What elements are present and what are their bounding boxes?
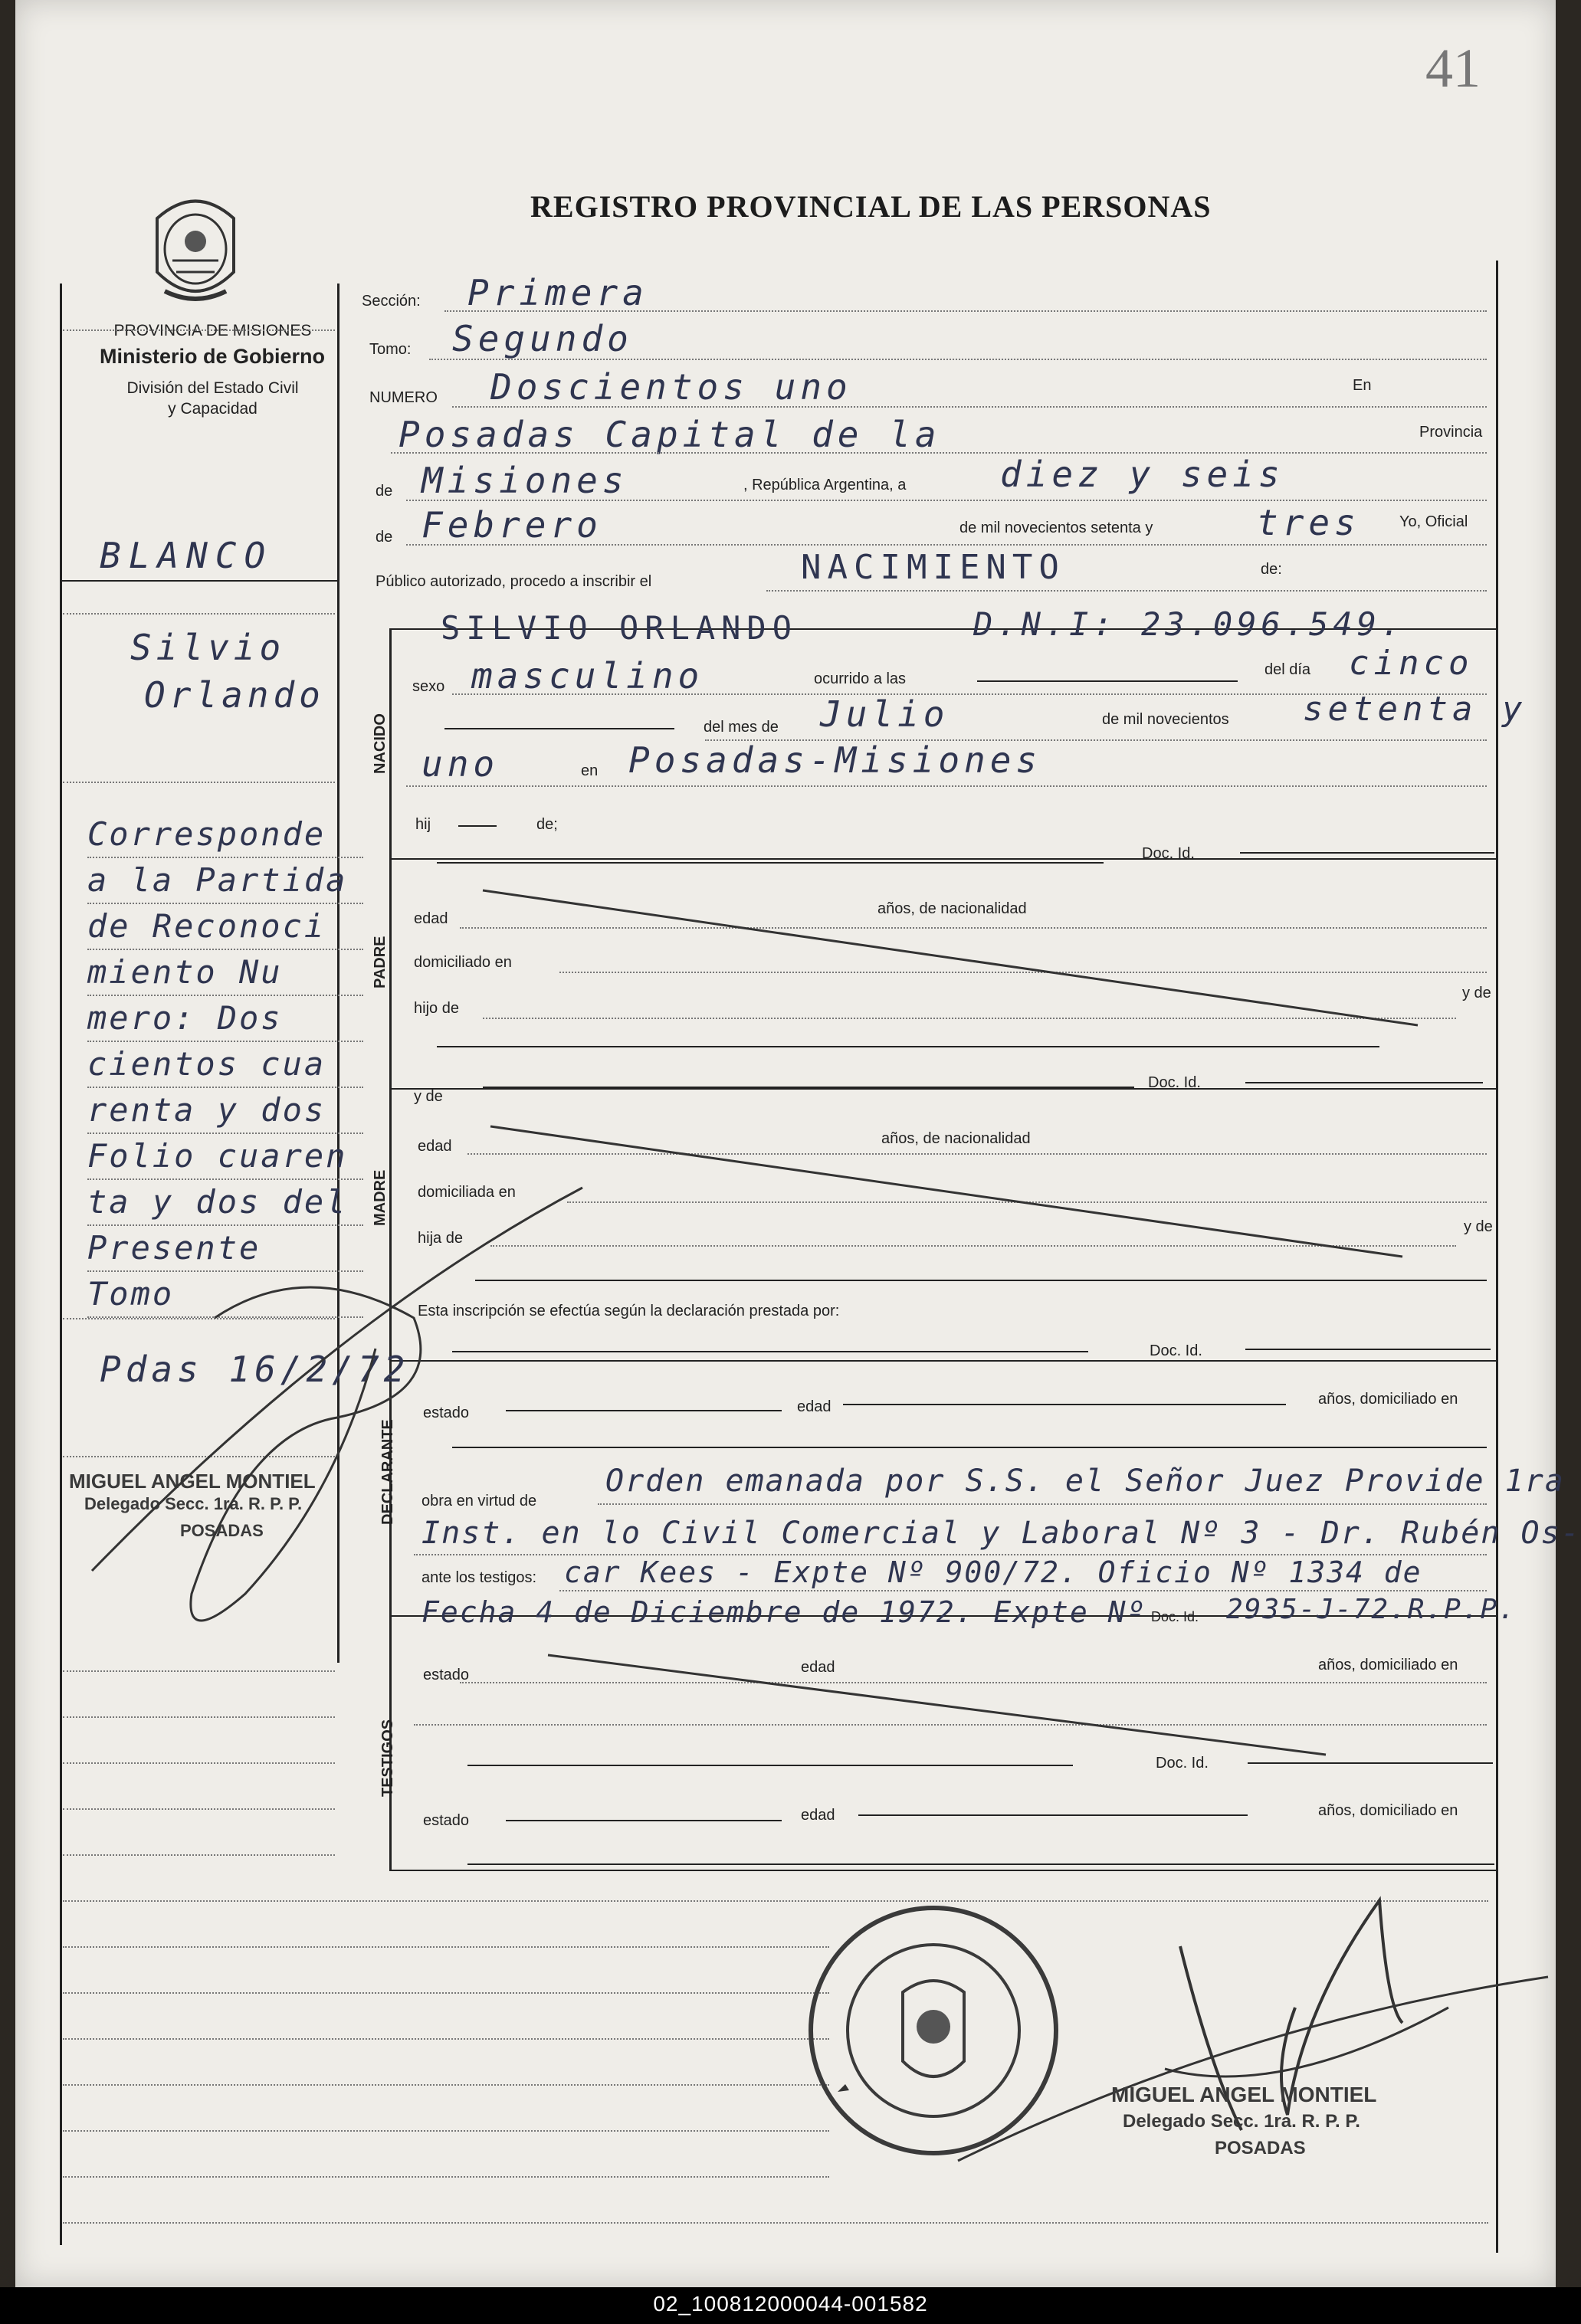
padre-domiciliado-label: domiciliado en (414, 954, 512, 971)
madre-label: MADRE (372, 1169, 389, 1226)
margin-note-line: miento Nu (87, 950, 363, 996)
declarante-edad-label: edad (797, 1398, 832, 1415)
margin-date-place: Pdas 16/2/72 (100, 1349, 410, 1390)
tomo-label: Tomo: (369, 341, 412, 358)
nacido-doc-label: Doc. Id. (1142, 845, 1195, 862)
bottom-stamp-name: MIGUEL ANGEL MONTIEL (1111, 2083, 1377, 2106)
division-label-1: División del Estado Civil (126, 379, 299, 397)
strike-lines-overlay (15, 0, 1556, 2287)
madre-edad-label: edad (418, 1138, 452, 1155)
obra-line-1: Orden emanada por S.S. el Señor Juez Provide 1ra (605, 1464, 1565, 1499)
margin-note-line: Corresponde (87, 812, 363, 858)
madre-hija-label: hija de (418, 1230, 463, 1247)
sexo-label: sexo (412, 678, 445, 695)
footer-bar (0, 2287, 1581, 2324)
seccion-value: Primera (467, 272, 648, 313)
testigos-edad2-label: edad (801, 1807, 835, 1824)
madre-domiciliada-label: domiciliada en (418, 1184, 516, 1201)
image-code: 02_100812000044-001582 (653, 2292, 928, 2316)
testigos-label: TESTIGOS (379, 1719, 396, 1797)
margin-note-line: de Reconoci (87, 904, 363, 950)
padre-doc-label: Doc. Id. (1148, 1074, 1201, 1091)
ante-label: ante los testigos: (421, 1569, 537, 1586)
de-label-2: de (376, 529, 393, 546)
province-value: Misiones (421, 460, 628, 501)
margin-name-1: Silvio (130, 627, 286, 668)
margin-note-line: cientos cua (87, 1042, 363, 1088)
testigos-edad-label: edad (801, 1659, 835, 1676)
margin-note-line: a la Partida (87, 858, 363, 904)
hij-label: hij (415, 816, 431, 833)
republica-label: , República Argentina, a (743, 477, 907, 493)
testigos-doc-label: Doc. Id. (1156, 1755, 1209, 1772)
padre-label: PADRE (372, 936, 389, 988)
day-value: diez y seis (1000, 454, 1284, 495)
obra-label: obra en virtud de (421, 1493, 537, 1509)
margin-stamp-city: POSADAS (180, 1521, 264, 1540)
ocurrido-label: ocurrido a las (814, 670, 907, 687)
birth-month-value: Julio (820, 693, 950, 735)
sexo-value: masculino (471, 655, 704, 697)
birth-place-value: Posadas-Misiones (628, 739, 1042, 781)
margin-note-line: renta y dos (87, 1088, 363, 1134)
bottom-stamp-role: Delegado Secc. 1ra. R. P. P. (1123, 2111, 1360, 2132)
dni-value: D.N.I: 23.096.549. (973, 605, 1406, 643)
margin-note-line: Tomo (87, 1272, 363, 1318)
padre-yde-label: y de (1462, 985, 1491, 1001)
madre-doc-label: Doc. Id. (1150, 1342, 1202, 1359)
obra-line-2: Inst. en lo Civil Comercial y Laboral Nº 3 - Dr. Rubén Os- (421, 1516, 1581, 1551)
en-label: En (1353, 377, 1372, 394)
place-value: Posadas Capital de la (399, 414, 941, 455)
margin-name-2: Orlando (144, 674, 325, 716)
obra-line-4: Fecha 4 de Diciembre de 1972. Expte Nº (421, 1595, 1146, 1629)
inscripcion-label: Esta inscripción se efectúa según la declaración prestada por: (418, 1303, 840, 1319)
year-value: tres (1257, 502, 1360, 543)
testigos-estado2-label: estado (423, 1812, 470, 1829)
nacido-label: NACIDO (372, 713, 389, 774)
del-dia-label: del día (1264, 661, 1311, 678)
margin-stamp-role: Delegado Secc. 1ra. R. P. P. (84, 1494, 303, 1513)
numero-label: NUMERO (369, 389, 438, 406)
birth-en-label: en (581, 762, 599, 779)
year-label: de mil novecientos setenta y (959, 520, 1153, 536)
obra-line-3: car Kees - Expte Nº 900/72. Oficio Nº 1334 de (564, 1555, 1422, 1589)
birth-day-value: cinco (1349, 644, 1474, 683)
obra-line-4b: 2935-J-72.R.P.P. (1226, 1594, 1517, 1625)
testigos-estado-label: estado (423, 1667, 470, 1683)
margin-surname: BLANCO (100, 535, 274, 576)
bottom-stamp-city: POSADAS (1215, 2138, 1306, 2158)
tomo-value: Segundo (452, 318, 633, 359)
person-value: SILVIO ORLANDO (441, 609, 799, 647)
officer-label: Yo, Oficial (1399, 513, 1468, 530)
margin-note-line: mero: Dos (87, 996, 363, 1042)
official-round-seal (803, 1900, 1064, 2164)
birth-year-value-2: uno (421, 743, 500, 785)
declarante-domiciliado-label: años, domiciliado en (1318, 1391, 1458, 1408)
declarante-label: DECLARANTE (379, 1419, 396, 1525)
madre-nacionalidad-label: años, de nacionalidad (881, 1130, 1031, 1147)
birth-year-label: de mil novecientos (1102, 711, 1229, 728)
division-label-2: y Capacidad (168, 400, 257, 418)
page-number: 41 (1425, 38, 1481, 99)
madre-yde-label: y de (1464, 1218, 1493, 1235)
province-label: PROVINCIA DE MISIONES (113, 322, 312, 339)
ministry-label: Ministerio de Gobierno (99, 345, 326, 368)
de-colon-label: de: (1261, 561, 1282, 578)
birth-year-value-1: setenta y (1303, 690, 1527, 729)
padre-edad-label: edad (414, 910, 448, 927)
testigos-domiciliado-label: años, domiciliado en (1318, 1657, 1458, 1673)
month-value: Febrero (421, 504, 602, 546)
margin-stamp-name: MIGUEL ANGEL MONTIEL (69, 1470, 316, 1493)
padre-hijo-label: hijo de (414, 1000, 459, 1017)
numero-value: Doscientos uno (490, 366, 852, 408)
mes-label: del mes de (704, 719, 779, 736)
margin-note-line: Folio cuaren (87, 1134, 363, 1180)
declarante-estado-label: estado (423, 1405, 470, 1421)
testigos-domiciliado2-label: años, domiciliado en (1318, 1802, 1458, 1819)
provincia-label: Provincia (1419, 424, 1483, 441)
register-page (15, 0, 1581, 2287)
act-value: NACIMIENTO (801, 548, 1065, 587)
seccion-label: Sección: (362, 293, 421, 310)
de-label: de (376, 483, 393, 500)
padre-nacionalidad-label: años, de nacionalidad (877, 900, 1027, 917)
public-label: Público autorizado, procedo a inscribir el (376, 573, 652, 590)
page-title: REGISTRO PROVINCIAL DE LAS PERSONAS (530, 189, 1212, 224)
margin-note-line: Presente (87, 1226, 363, 1272)
margin-note-line: ta y dos del (87, 1180, 363, 1226)
declarante-doc-label: Doc. Id. (1151, 1609, 1199, 1624)
hij-de-label: de; (536, 816, 558, 833)
padre-yde2-label: y de (414, 1088, 443, 1105)
